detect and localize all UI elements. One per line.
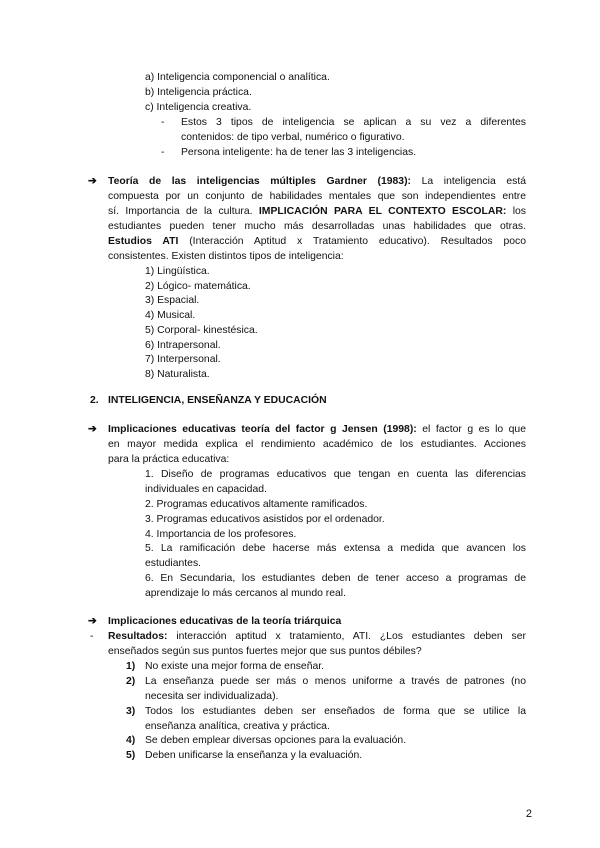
paragraph-line (108, 205, 526, 219)
list-item: La enseñanza puede ser más o menos uniforme a través de patrones (no (145, 676, 526, 687)
paragraph-line (108, 175, 526, 189)
arrow-bullet-icon: ➔ (88, 424, 97, 435)
dash-bullet: - (161, 117, 165, 128)
list-item: Se deben emplear diversas opciones para la evaluación. (145, 735, 407, 746)
text: los (506, 206, 526, 217)
list-item: 2) Lógico- matemática. (145, 281, 251, 292)
list-item: Todos los estudiantes deben ser enseñados de forma que se utilice la (145, 706, 526, 717)
paragraph-line (108, 235, 526, 249)
list-item: 1) Lingüística. (145, 266, 210, 277)
dash-bullet: - (161, 147, 165, 158)
list-item: No existe una mejor forma de enseñar. (145, 661, 325, 672)
list-item: c) Inteligencia creativa. (145, 102, 252, 113)
dash-item-line: Persona inteligente: ha de tener las 3 inteligencias. (181, 147, 417, 158)
list-item: 4. Importancia de los profesores. (145, 529, 297, 540)
text: sí. Importancia de la cultura. (108, 206, 259, 217)
section-number: 2. (90, 395, 99, 406)
list-item: individuales en capacidad. (145, 484, 267, 495)
paragraph-line (108, 630, 526, 644)
text: interacción aptitud x tratamiento, ATI. ¿Los estudiantes deben ser (167, 631, 526, 642)
paragraph-line: estudiantes pueden tener mucho más desarrolladas unas habilidades que otras. (108, 221, 526, 232)
item-number: 2) (126, 676, 136, 687)
paragraph-line: consistentes. Existen distintos tipos de inteligencia: (108, 251, 344, 262)
gardner-title: Teoría de las inteligencias múltiples Gardner (1983): (108, 176, 412, 187)
list-item: a) Inteligencia componencial o analítica. (145, 72, 330, 83)
item-number: 3) (126, 706, 136, 717)
paragraph-line: compuesta por un conjunto de habilidades mentales que son independientes entre (108, 191, 526, 202)
list-item: 5. La ramificación debe hacerse más extensa a medida que avancen los (145, 543, 526, 554)
list-item: 2. Programas educativos altamente ramificados. (145, 499, 368, 510)
arrow-bullet-icon: ➔ (88, 176, 97, 187)
list-item: aprendizaje lo más cercanos al mundo real. (145, 588, 346, 599)
implication-label: IMPLICACIÓN PARA EL CONTEXTO ESCOLAR: (258, 206, 507, 217)
jensen-title: Implicaciones educativas teoría del factor g Jensen (1998): (108, 424, 417, 435)
triarquica-title: Implicaciones educativas de la teoría triárquica (108, 616, 342, 627)
paragraph-line (108, 423, 526, 437)
list-item: 3) Espacial. (145, 295, 200, 306)
paragraph-line: en mayor medida explica el rendimiento académico de los estudiantes. Acciones (108, 439, 526, 450)
list-item: Deben unificarse la enseñanza y la evaluación. (145, 750, 363, 761)
list-item: 4) Musical. (145, 310, 196, 321)
paragraph-line: enseñados según sus puntos fuertes mejor que sus puntos débiles? (108, 646, 422, 657)
list-item: 7) Interpersonal. (145, 354, 221, 365)
list-item: 6. En Secundaria, los estudiantes deben de tener acceso a programas de (145, 573, 526, 584)
text: (Interacción Aptitud x Tratamiento educativo). Resultados poco (178, 236, 526, 247)
item-number: 4) (126, 735, 136, 746)
ati-label: Estudios ATI (108, 236, 179, 247)
item-number: 1) (126, 661, 136, 672)
list-item: 1. Diseño de programas educativos que tengan en cuenta las diferencias (145, 469, 526, 480)
list-item: b) Inteligencia práctica. (145, 87, 252, 98)
list-item: 6) Intrapersonal. (145, 340, 221, 351)
list-item: 5) Corporal- kinestésica. (145, 325, 258, 336)
list-item: estudiantes. (145, 558, 202, 569)
list-item: 3. Programas educativos asistidos por el ordenador. (145, 514, 385, 525)
dash-item-line: Estos 3 tipos de inteligencia se aplican a su vez a diferentes (181, 117, 526, 128)
paragraph-line: para la práctica educativa: (108, 454, 230, 465)
text: La inteligencia está (411, 176, 526, 187)
list-item: enseñanza analítica, creativa y práctica. (145, 721, 330, 732)
results-label: Resultados: (108, 631, 168, 642)
page-number: 2 (525, 808, 532, 820)
text: el factor g es lo que (416, 424, 526, 435)
list-item: necesita ser individualizada). (145, 691, 279, 702)
dash-bullet: - (90, 631, 94, 642)
dash-item-line: contenidos: de tipo verbal, numérico o figurativo. (181, 132, 405, 143)
section-title: INTELIGENCIA, ENSEÑANZA Y EDUCACIÓN (108, 395, 327, 406)
list-item: 8) Naturalista. (145, 369, 210, 380)
arrow-bullet-icon: ➔ (88, 616, 97, 627)
item-number: 5) (126, 750, 136, 761)
